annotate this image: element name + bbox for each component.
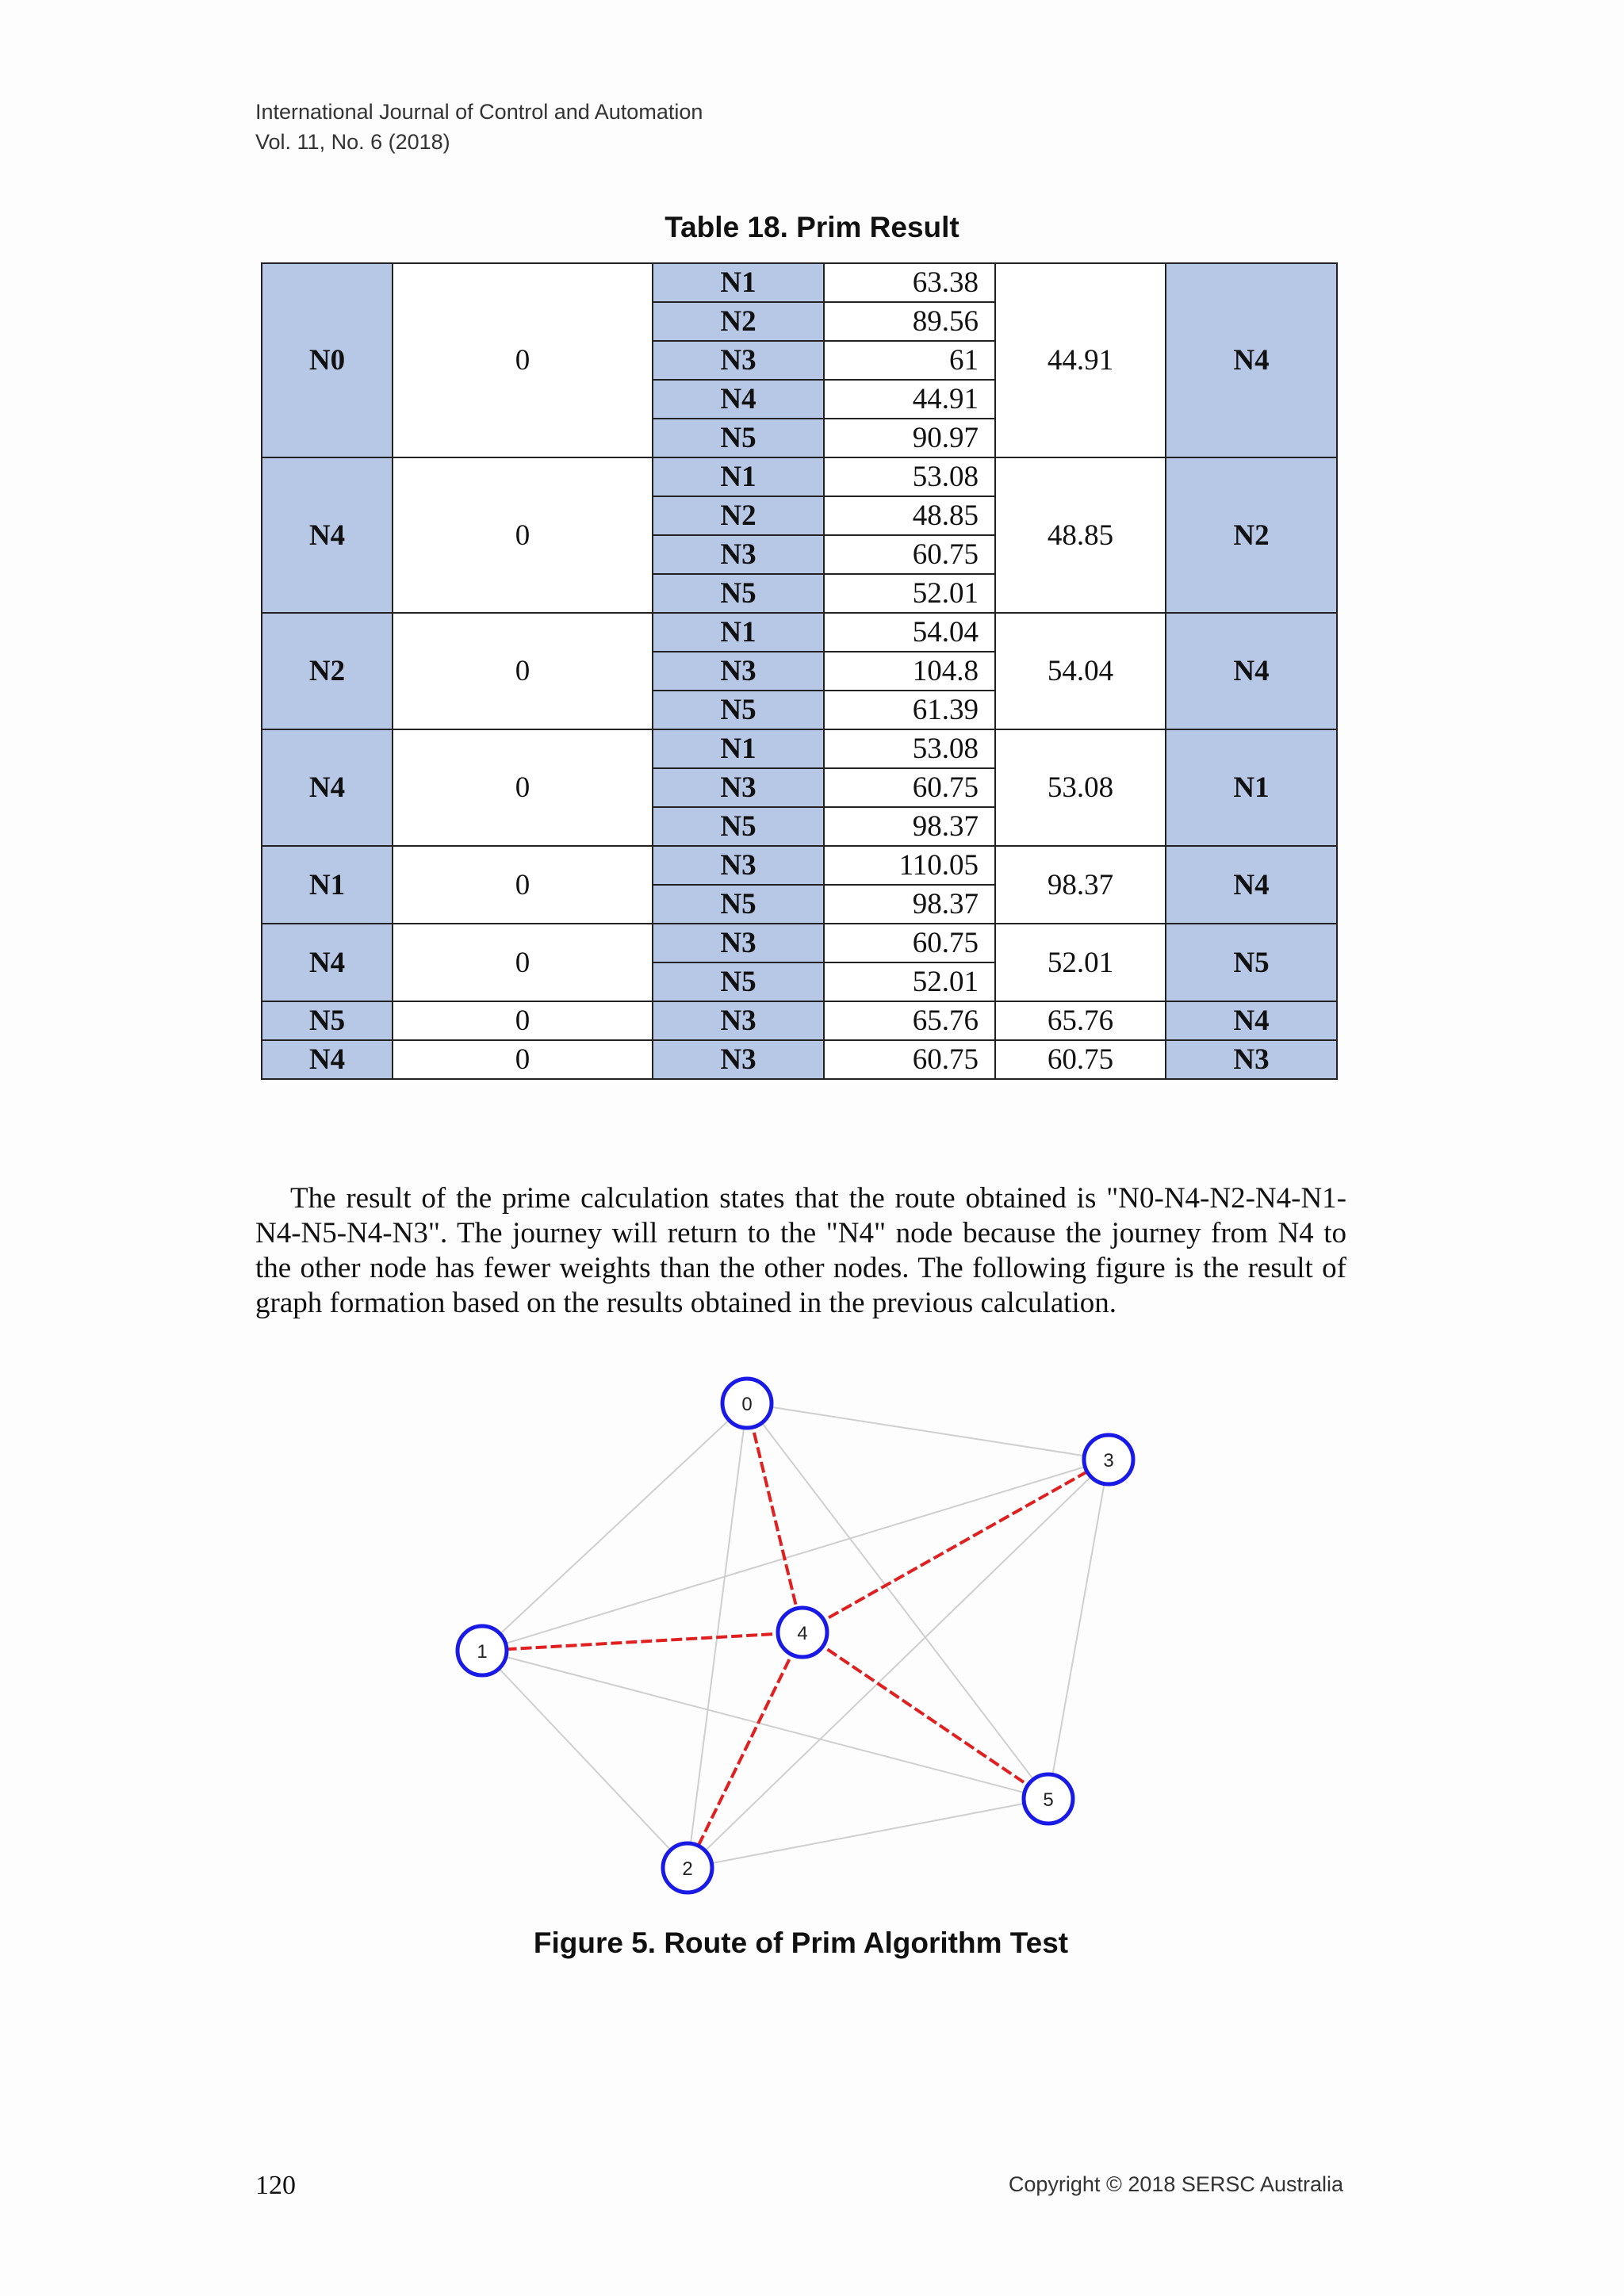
weight-cell: 98.37	[824, 807, 995, 846]
target-node-cell: N5	[653, 691, 824, 729]
target-node-cell: N3	[653, 652, 824, 691]
start-value-cell: 0	[393, 1040, 653, 1079]
from-node-cell: N4	[262, 1040, 393, 1079]
table-row	[262, 846, 1337, 885]
from-node-cell: N1	[262, 846, 393, 924]
start-value-cell: 0	[393, 457, 653, 613]
next-node-cell: N3	[1166, 1040, 1337, 1079]
running-header	[255, 97, 703, 157]
route-edge	[747, 1403, 802, 1632]
prim-route-graph	[255, 1348, 1346, 1903]
next-node-cell: N1	[1166, 729, 1337, 846]
weight-cell: 54.04	[824, 613, 995, 652]
table-row	[262, 613, 1337, 652]
graph-edge	[482, 1403, 747, 1651]
target-node-cell: N3	[653, 535, 824, 574]
weight-cell: 60.75	[824, 924, 995, 962]
copyright-notice: Copyright © 2018 SERSC Australia	[1008, 2172, 1343, 2196]
graph-node	[722, 1379, 772, 1428]
target-node-cell: N5	[653, 885, 824, 924]
weight-cell: 60.75	[824, 1040, 995, 1079]
start-value-cell: 0	[393, 729, 653, 846]
next-node-cell: N4	[1166, 263, 1337, 457]
route-edge	[802, 1632, 1048, 1799]
node-label: 5	[1043, 1789, 1054, 1811]
next-node-cell: N4	[1166, 613, 1337, 729]
graph-node	[663, 1843, 712, 1892]
start-value-cell: 0	[393, 846, 653, 924]
target-node-cell: N1	[653, 613, 824, 652]
weight-cell: 61.39	[824, 691, 995, 729]
weight-cell: 48.85	[824, 496, 995, 535]
weight-cell: 60.75	[824, 535, 995, 574]
graph-edge	[482, 1651, 1048, 1799]
start-value-cell: 0	[393, 613, 653, 729]
target-node-cell: N4	[653, 380, 824, 419]
target-node-cell: N3	[653, 1001, 824, 1040]
body-paragraph: The result of the prime calculation states that the route obtained is "N0-N4-N2-N4-N1-N4-N5-N4-N3". The journey will return to the "N4" node because the journey from N4 to the other node has fewer weights than the other nodes. The following figure is the result of graph formation based on the results obtained in the previous calculation.	[255, 1182, 1346, 1319]
min-weight-cell: 54.04	[995, 613, 1166, 729]
target-node-cell: N5	[653, 807, 824, 846]
graph-edge	[482, 1651, 688, 1868]
next-node-cell: N4	[1166, 1001, 1337, 1040]
page-number: 120	[255, 2171, 296, 2200]
from-node-cell: N2	[262, 613, 393, 729]
table-row	[262, 924, 1337, 962]
min-weight-cell: 60.75	[995, 1040, 1166, 1079]
target-node-cell: N1	[653, 263, 824, 302]
min-weight-cell: 44.91	[995, 263, 1166, 457]
graph-node	[458, 1626, 507, 1675]
node-label: 0	[741, 1394, 753, 1415]
graph-node	[1024, 1774, 1073, 1823]
min-weight-cell: 65.76	[995, 1001, 1166, 1040]
target-node-cell: N1	[653, 729, 824, 768]
graph-edge	[747, 1403, 1109, 1460]
prim-result-table	[261, 262, 1338, 1080]
weight-cell: 89.56	[824, 302, 995, 341]
weight-cell: 52.01	[824, 574, 995, 613]
journal-volume: Vol. 11, No. 6 (2018)	[255, 130, 450, 154]
from-node-cell: N4	[262, 924, 393, 1001]
figure-caption: Figure 5. Route of Prim Algorithm Test	[533, 1927, 1069, 1959]
target-node-cell: N1	[653, 457, 824, 496]
start-value-cell: 0	[393, 263, 653, 457]
next-node-cell: N2	[1166, 457, 1337, 613]
route-edge	[482, 1632, 802, 1651]
target-node-cell: N5	[653, 419, 824, 457]
weight-cell: 98.37	[824, 885, 995, 924]
min-weight-cell: 52.01	[995, 924, 1166, 1001]
target-node-cell: N5	[653, 962, 824, 1001]
target-node-cell: N2	[653, 496, 824, 535]
graph-edge	[688, 1799, 1048, 1868]
weight-cell: 53.08	[824, 729, 995, 768]
table-row	[262, 1040, 1337, 1079]
weight-cell: 63.38	[824, 263, 995, 302]
weight-cell: 61	[824, 341, 995, 380]
route-edge	[802, 1460, 1109, 1632]
start-value-cell: 0	[393, 1001, 653, 1040]
table-row	[262, 457, 1337, 496]
table-row	[262, 729, 1337, 768]
weight-cell: 90.97	[824, 419, 995, 457]
target-node-cell: N3	[653, 846, 824, 885]
graph-edge	[747, 1403, 1048, 1799]
route-edge	[688, 1632, 802, 1868]
node-label: 3	[1103, 1450, 1114, 1471]
min-weight-cell: 53.08	[995, 729, 1166, 846]
table-title: Table 18. Prim Result	[665, 211, 959, 243]
weight-cell: 53.08	[824, 457, 995, 496]
weight-cell: 44.91	[824, 380, 995, 419]
weight-cell: 60.75	[824, 768, 995, 807]
target-node-cell: N2	[653, 302, 824, 341]
next-node-cell: N5	[1166, 924, 1337, 1001]
graph-node	[1084, 1435, 1133, 1484]
target-node-cell: N3	[653, 768, 824, 807]
table-row	[262, 263, 1337, 302]
from-node-cell: N4	[262, 729, 393, 846]
next-node-cell: N4	[1166, 846, 1337, 924]
target-node-cell: N3	[653, 1040, 824, 1079]
journal-name: International Journal of Control and Automation	[255, 100, 703, 124]
min-weight-cell: 48.85	[995, 457, 1166, 613]
from-node-cell: N4	[262, 457, 393, 613]
graph-node	[778, 1608, 827, 1657]
target-node-cell: N3	[653, 341, 824, 380]
target-node-cell: N5	[653, 574, 824, 613]
start-value-cell: 0	[393, 924, 653, 1001]
graph-edge	[1048, 1460, 1109, 1799]
target-node-cell: N3	[653, 924, 824, 962]
min-weight-cell: 98.37	[995, 846, 1166, 924]
table-row	[262, 1001, 1337, 1040]
from-node-cell: N5	[262, 1001, 393, 1040]
node-label: 1	[477, 1641, 488, 1663]
weight-cell: 110.05	[824, 846, 995, 885]
node-label: 4	[797, 1623, 808, 1644]
weight-cell: 52.01	[824, 962, 995, 1001]
node-label: 2	[682, 1858, 693, 1880]
from-node-cell: N0	[262, 263, 393, 457]
weight-cell: 65.76	[824, 1001, 995, 1040]
weight-cell: 104.8	[824, 652, 995, 691]
